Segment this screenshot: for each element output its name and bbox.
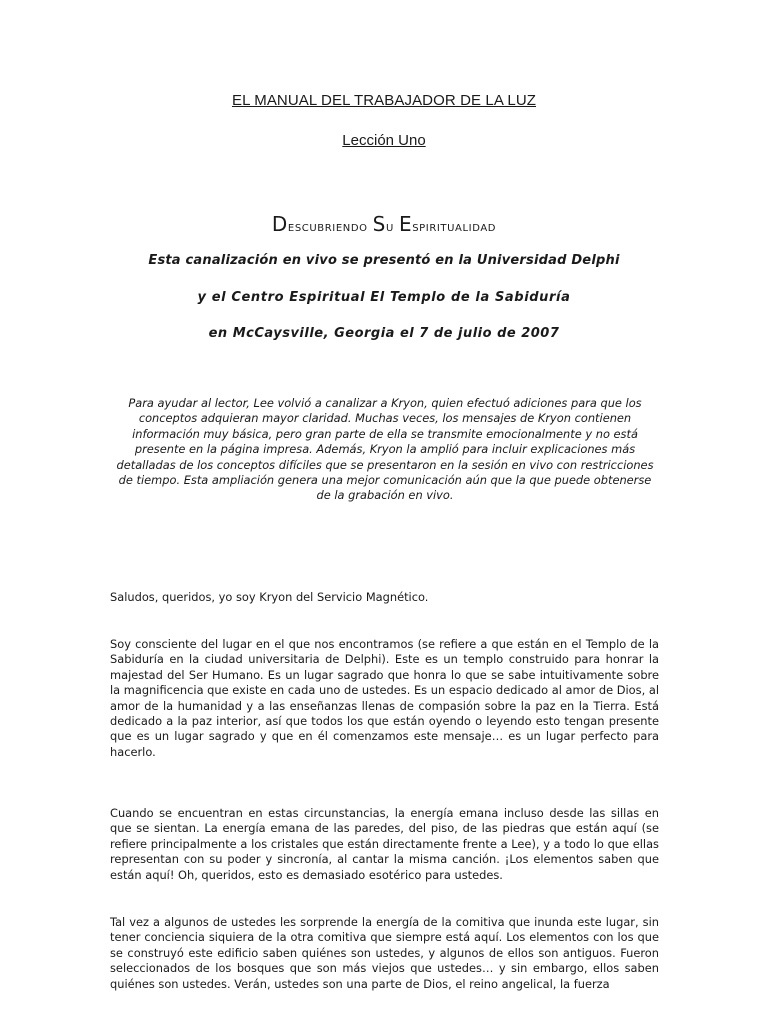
section-title-rest: spiritualidad <box>412 219 497 235</box>
intro-line: en McCaysville, Georgia el 7 de julio de 2007 <box>208 326 560 341</box>
section-title <box>0 212 768 236</box>
body-paragraph: Cuando se encuentran en estas circunstancias, la energía emana incluso desde las sillas en que se sientan. La energía emana de las paredes, del piso, de las piedras que están aquí (se refiere principalmente a los cristales que están directamente frente a Lee), y a todo lo que ellas representan con su poder y sincronía, al cantar la misma canción. ¡Los elementos saben que están aquí! Oh, queridos, esto es demasiado esotérico para ustedes. <box>110 806 659 882</box>
body-paragraph: Tal vez a algunos de ustedes les sorprende la energía de la comitiva que inunda este lugar, sin tener conciencia siquiera de la otra comitiva que siempre está aquí. Los elementos con los que se construyó este edificio saben quiénes son ustedes, y algunos de ellos son antiguos. Fueron seleccionados de los bosques que son más viejos que ustedes… y sin embargo, ellos saben quiénes son ustedes. Verán, ustedes son una parte de Dios, el reino angelical, la fuerza <box>110 915 659 991</box>
section-title-initial: E <box>398 212 413 236</box>
section-title-initial: S <box>372 212 386 236</box>
body-paragraph: Saludos, queridos, yo soy Kryon del Servicio Magnético. <box>110 590 429 604</box>
intro-line: Esta canalización en vivo se presentó en la Universidad Delphi <box>148 253 620 268</box>
section-title-initial: D <box>271 212 288 236</box>
lesson-heading: Lección Uno <box>342 132 426 149</box>
intro-line: y el Centro Espiritual El Templo de la Sabiduría <box>197 290 571 305</box>
document-title: EL MANUAL DEL TRABAJADOR DE LA LUZ <box>231 92 537 109</box>
section-title-rest: escubriendo <box>287 219 368 235</box>
section-title-rest: u <box>385 219 394 235</box>
editor-note: Para ayudar al lector, Lee volvió a canalizar a Kryon, quien efectuó adiciones para que los conceptos adquieran mayor claridad. Muchas veces, los mensajes de Kryon contienen información muy básica, pero gran parte de ella se transmite emocionalmente y no está presente en la página impresa. Además, Kryon la amplió para incluir explicaciones más detalladas de los conceptos difíciles que se presentaron en la sesión en vivo con restricciones de tiempo. Esta ampliación genera una mejor comunicación aún que la que puede obtenerse de la grabación en vivo. <box>116 396 654 503</box>
body-paragraph: Soy consciente del lugar en el que nos encontramos (se refiere a que están en el Templo de la Sabiduría en la ciudad universitaria de Delphi). Este es un templo construido para honrar la majestad del Ser Humano. Es un lugar sagrado que honra lo que se sabe intuitivamente sobre la magnificencia que existe en cada uno de ustedes. Es un espacio dedicado al amor de Dios, al amor de la humanidad y a las enseñanzas llenas de compasión sobre la paz en la Tierra. Está dedicado a la paz interior, así que todos los que están oyendo o leyendo esto tengan presente que es un lugar sagrado y que en él comenzamos este mensaje… es un lugar perfecto para hacerlo. <box>110 637 659 759</box>
